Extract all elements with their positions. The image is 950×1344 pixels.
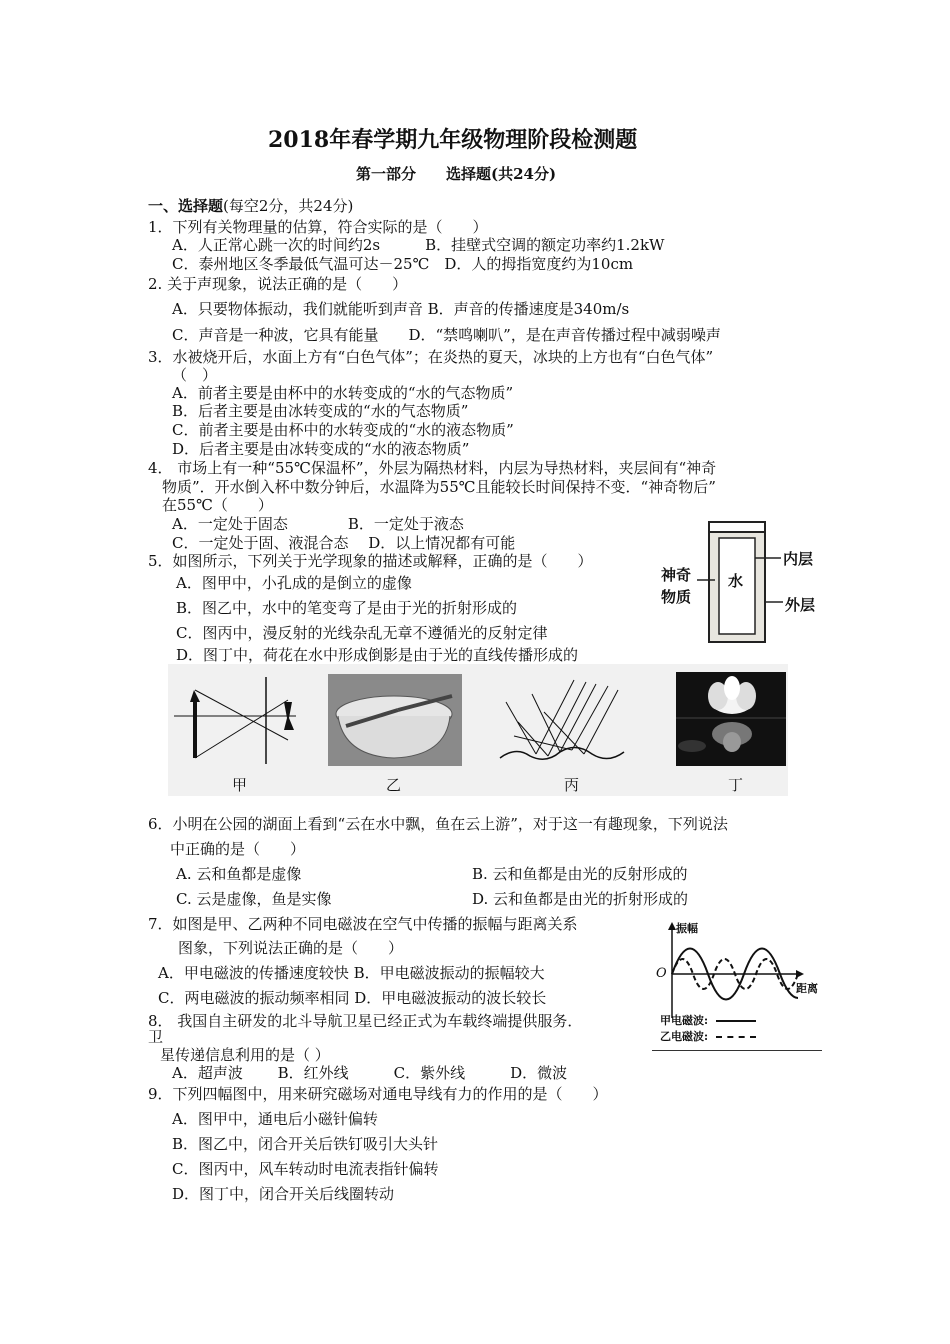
q4-stem-line1: 4． 市场上有一种“55℃保温杯”，外层为隔热材料，内层为导热材料，夹层间有“神奇 [148, 459, 717, 477]
optics-figure-strip [168, 664, 788, 796]
q6-option-a: A. 云和鱼都是虚像 [176, 865, 302, 883]
q6-option-d: D. 云和鱼都是由光的折射形成的 [472, 890, 689, 908]
q3-option-c: C．前者主要是由杯中的水转变成的“水的液态物质” [172, 421, 514, 439]
cup-magic-label-1: 神奇 [661, 566, 692, 584]
cup-magic-label-2: 物质 [661, 588, 692, 606]
wave-legend-yi-dashed [716, 1036, 756, 1038]
section-heading [148, 197, 353, 215]
q9-option-d: D．图丁中，闭合开关后线圈转动 [172, 1185, 395, 1203]
pinhole-diagram [168, 672, 308, 767]
cup-outer-label: 外层 [785, 596, 816, 614]
caption-jia: 甲 [232, 776, 248, 794]
insulated-cup-figure [655, 518, 830, 648]
page-title: 2018年春学期九年级物理阶段检测题 [268, 127, 638, 153]
q9-option-a: A．图甲中，通电后小磁针偏转 [172, 1110, 378, 1128]
q5-option-c: C．图丙中，漫反射的光线杂乱无章不遵循光的反射定律 [176, 624, 548, 642]
q5-option-a: A．图甲中，小孔成的是倒立的虚像 [176, 574, 412, 592]
q2-option-cd: C．声音是一种波，它具有能量 D．“禁鸣喇叭”，是在声音传播过程中减弱噪声 [172, 326, 721, 344]
wave-legend-jia-solid [716, 1020, 756, 1022]
wave-legend-jia [660, 1012, 756, 1028]
wave-figure [652, 918, 822, 1051]
lotus-photo [676, 672, 786, 766]
cup-inner-label: 内层 [783, 550, 814, 568]
bowl-drawing [328, 674, 462, 766]
cup-water-label: 水 [728, 572, 744, 590]
q9-stem: 9．下列四幅图中，用来研究磁场对通电导线有力的作用的是（ ） [148, 1085, 608, 1103]
q9-option-c: C．图丙中，风车转动时电流表指针偏转 [172, 1160, 439, 1178]
q3-stem-paren: （ ） [172, 366, 218, 384]
section-heading-note: (每空2分，共24分) [223, 197, 354, 215]
wave-x-axis-label: 距离 [796, 982, 818, 995]
q9-option-b: B．图乙中，闭合开关后铁钉吸引大头针 [172, 1135, 439, 1153]
q6-stem-line2: 中正确的是（ ） [170, 840, 306, 858]
q8-stem-line2: 星传递信息利用的是（ ） [160, 1046, 330, 1064]
q3-stem: 3．水被烧开后，水面上方有“白色气体”；在炎热的夏天，冰块的上方也有“白色气体” [148, 348, 714, 366]
q1-option-cd: C．泰州地区冬季最低气温可达－25℃ D．人的拇指宽度约为10cm [172, 255, 634, 273]
q6-option-b: B. 云和鱼都是由光的反射形成的 [472, 865, 688, 883]
q5-stem: 5．如图所示，下列关于光学现象的描述或解释，正确的是（ ） [148, 552, 593, 570]
q8-stem-wei: 卫 [148, 1028, 164, 1046]
q6-option-c: C. 云是虚像，鱼是实像 [176, 890, 332, 908]
caption-bing: 丙 [564, 776, 580, 794]
caption-yi: 乙 [386, 776, 402, 794]
q7-stem-line1: 7．如图是甲、乙两种不同电磁波在空气中传播的振幅与距离关系 [148, 915, 578, 933]
q4-stem-line3: 在55℃（ ） [162, 496, 273, 514]
wave-y-axis-label: 振幅 [676, 922, 698, 935]
section-subtitle: 第一部分 选择题(共24分) [356, 165, 557, 183]
q5-option-d: D．图丁中，荷花在水中形成倒影是由于光的直线传播形成的 [176, 646, 579, 664]
q6-stem-line1: 6．小明在公园的湖面上看到“云在水中飘，鱼在云上游”，对于这一有趣现象，下列说法 [148, 815, 728, 833]
q7-option-ab: A．甲电磁波的传播速度较快 B．甲电磁波振动的振幅较大 [158, 964, 545, 982]
q2-option-ab: A．只要物体振动，我们就能听到声音 B．声音的传播速度是340m/s [172, 300, 630, 318]
section-heading-label: 一、选择题 [148, 197, 224, 215]
q4-option-cd: C．一定处于固、液混合态 D．以上情况都有可能 [172, 534, 516, 552]
q2-stem: 2. 关于声现象，说法正确的是（ ） [148, 275, 408, 293]
wave-legend-yi [660, 1028, 756, 1044]
pen-in-bowl-photo [328, 674, 462, 766]
q4-stem-line2: 物质”．开水倒入杯中数分钟后，水温降为55℃且能较长时间保持不变．“神奇物后” [162, 478, 716, 496]
q3-option-a: A．前者主要是由杯中的水转变成的“水的气态物质” [172, 384, 514, 402]
q3-option-b: B．后者主要是由冰转变成的“水的气态物质” [172, 402, 469, 420]
caption-ding: 丁 [728, 776, 744, 794]
diffuse-reflection-diagram [496, 672, 636, 767]
q8-options: A．超声波 B．红外线 C．紫外线 D．微波 [172, 1064, 568, 1082]
q5-option-b: B．图乙中，水中的笔变弯了是由于光的折射形成的 [176, 599, 518, 617]
q7-option-cd: C．两电磁波的振动频率相同 D．甲电磁波振动的波长较长 [158, 989, 547, 1007]
lotus-drawing [676, 672, 786, 766]
q1-option-ab: A．人正常心跳一次的时间约2s B．挂壁式空调的额定功率约1.2kW [172, 236, 665, 254]
wave-origin-label: O [656, 966, 667, 981]
q4-option-ab: A．一定处于固态 B．一定处于液态 [172, 515, 464, 533]
q1-stem: 1．下列有关物理量的估算，符合实际的是（ ） [148, 218, 488, 236]
q7-stem-line2: 图象，下列说法正确的是（ ） [178, 939, 404, 957]
wave-legend-jia-label: 甲电磁波: [660, 1014, 709, 1027]
q8-stem-line1: 8． 我国自主研发的北斗导航卫星已经正式为车载终端提供服务． [148, 1012, 583, 1030]
wave-legend-yi-label: 乙电磁波: [660, 1030, 709, 1043]
q3-option-d: D．后者主要是由冰转变成的“水的液态物质” [172, 440, 470, 458]
